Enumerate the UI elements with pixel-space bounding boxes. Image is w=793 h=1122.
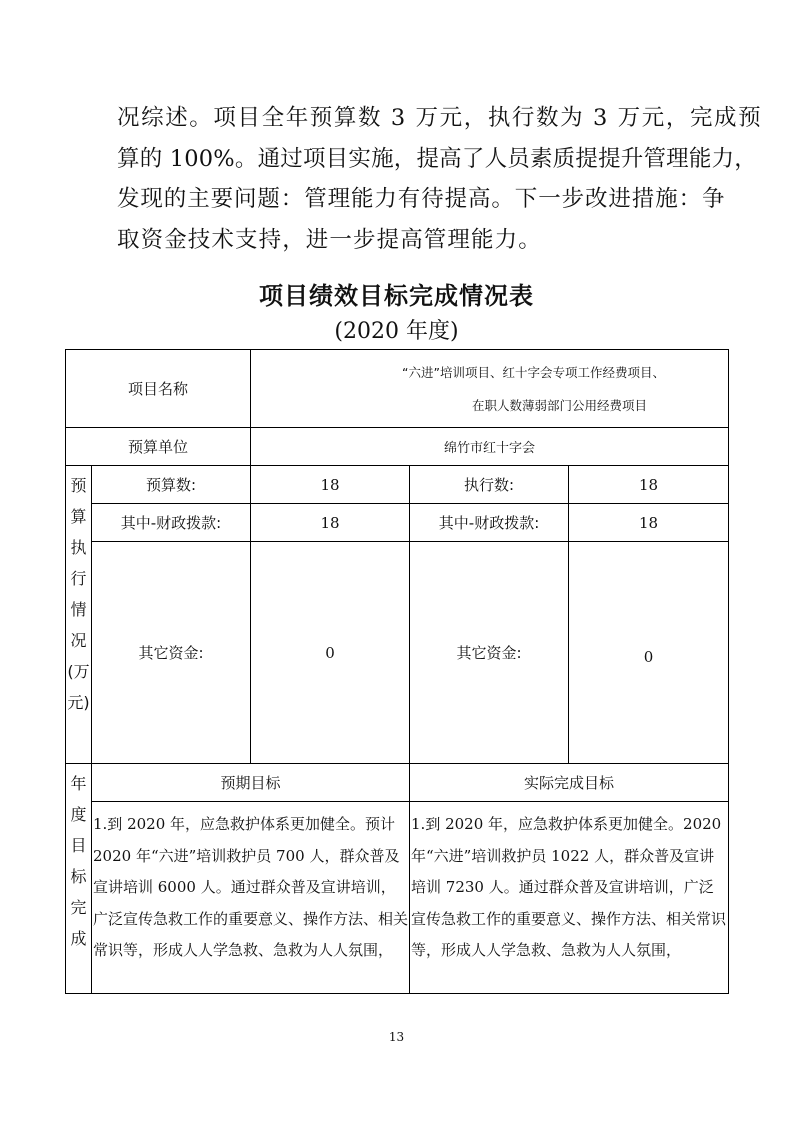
paragraph-line: 取资金技术支持，进一步提高管理能力。 <box>117 226 542 253</box>
label-char: 年 <box>70 774 87 793</box>
table-subtitle: (2020 年度) <box>334 319 459 344</box>
label-char: 标 <box>70 867 87 886</box>
expected-goal-text: 1.到 2020 年，应急救护体系更加健全。预计 2020 年“六进”培训救护员 700 人，群众普及宣讲培训 6000 人。通过群众普及宣讲培训，广泛宣传急救工作的重要意义、操作方法、相关常识等，形成人人学急救、急救为人人氛围， <box>92 802 410 994</box>
fiscal-execution-value: 18 <box>569 504 729 542</box>
project-name-label: 项目名称 <box>66 350 251 428</box>
label-char: 元) <box>67 693 90 712</box>
budget-unit-value: 绵竹市红十字会 <box>251 428 729 466</box>
annual-goal-label <box>66 764 92 994</box>
paragraph-line: 发现的主要问题：管理能力有待提高。下一步改进措施：争 <box>117 186 726 212</box>
label-char: 完 <box>70 898 87 917</box>
page-number: 13 <box>388 1030 405 1044</box>
label-char: 目 <box>70 836 87 855</box>
label-char: 成 <box>70 929 87 948</box>
label-char: 算 <box>70 507 87 526</box>
project-name-line: 在职人数薄弱部门公用经费项目 <box>472 397 648 413</box>
table-title: 项目绩效目标完成情况表 <box>259 282 534 310</box>
other-funds-execution-label: 其它资金: <box>410 542 569 764</box>
expected-goal-header: 预期目标 <box>92 764 410 802</box>
body-paragraph <box>117 98 763 260</box>
other-funds-budget-label: 其它资金: <box>92 542 251 764</box>
label-char: 执 <box>70 538 87 557</box>
fiscal-budget-label: 其中-财政拨款: <box>92 504 251 542</box>
project-name-value <box>251 350 729 428</box>
execution-label: 执行数: <box>410 466 569 504</box>
budget-execution-label <box>66 466 92 764</box>
performance-goal-table <box>65 349 729 994</box>
other-funds-execution-value: 0 <box>569 542 729 764</box>
actual-goal-header: 实际完成目标 <box>410 764 729 802</box>
label-char: 预 <box>70 476 87 495</box>
project-name-line: “六进”培训项目、红十字会专项工作经费项目、 <box>402 364 665 380</box>
budget-label: 预算数: <box>92 466 251 504</box>
fiscal-execution-label: 其中-财政拨款: <box>410 504 569 542</box>
paragraph-line: 况综述。项目全年预算数 3 万元，执行数为 3 万元，完成预 <box>117 105 763 131</box>
label-char: 情 <box>70 600 87 619</box>
label-char: 况 <box>70 631 87 650</box>
label-char: 行 <box>70 569 87 588</box>
actual-goal-text: 1.到 2020 年，应急救护体系更加健全。2020 年“六进”培训救护员 1022 人，群众普及宣讲培训 7230 人。通过群众普及宣讲培训，广泛宣传急救工作的重要意义、操作方法、相关常识等，形成人人学急救、急救为人人氛围， <box>410 802 729 994</box>
execution-value: 18 <box>569 466 729 504</box>
label-char: (万 <box>67 662 90 681</box>
fiscal-budget-value: 18 <box>251 504 410 542</box>
budget-unit-label: 预算单位 <box>66 428 251 466</box>
label-char: 度 <box>70 805 87 824</box>
paragraph-line: 算的 100%。通过项目实施，提高了人员素质提提升管理能力， <box>117 145 757 172</box>
other-funds-budget-value: 0 <box>251 542 410 764</box>
budget-value: 18 <box>251 466 410 504</box>
